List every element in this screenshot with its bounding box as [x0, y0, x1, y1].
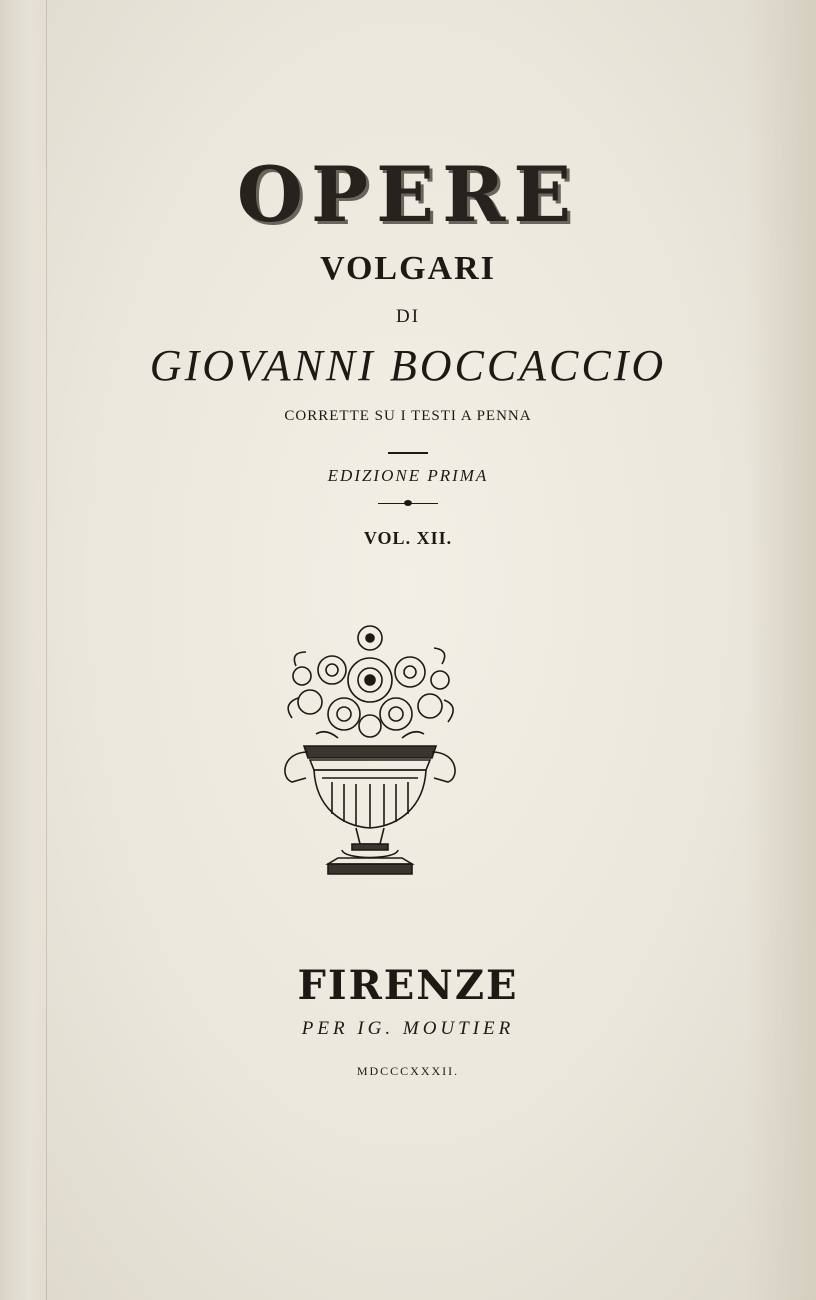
- flower-vase-icon: [272, 618, 468, 882]
- imprint-year: MDCCCXXXII.: [356, 1064, 460, 1078]
- title-sub: VOLGARI: [320, 250, 496, 287]
- subtitle: CORRETTE SU I TESTI A PENNA: [284, 408, 532, 424]
- divider-rule: [388, 452, 428, 454]
- edition-label: EDIZIONE PRIMA: [327, 466, 489, 485]
- title-main: OPERE: [236, 150, 580, 239]
- divider-dot: [404, 500, 412, 506]
- imprint-publisher: PER IG. MOUTIER: [301, 1018, 515, 1039]
- author-name: GIOVANNI BOCCACCIO: [149, 341, 667, 390]
- author-preposition: DI: [395, 306, 421, 327]
- imprint-city: FIRENZE: [297, 962, 519, 1009]
- volume-label: VOL. XII.: [363, 528, 453, 548]
